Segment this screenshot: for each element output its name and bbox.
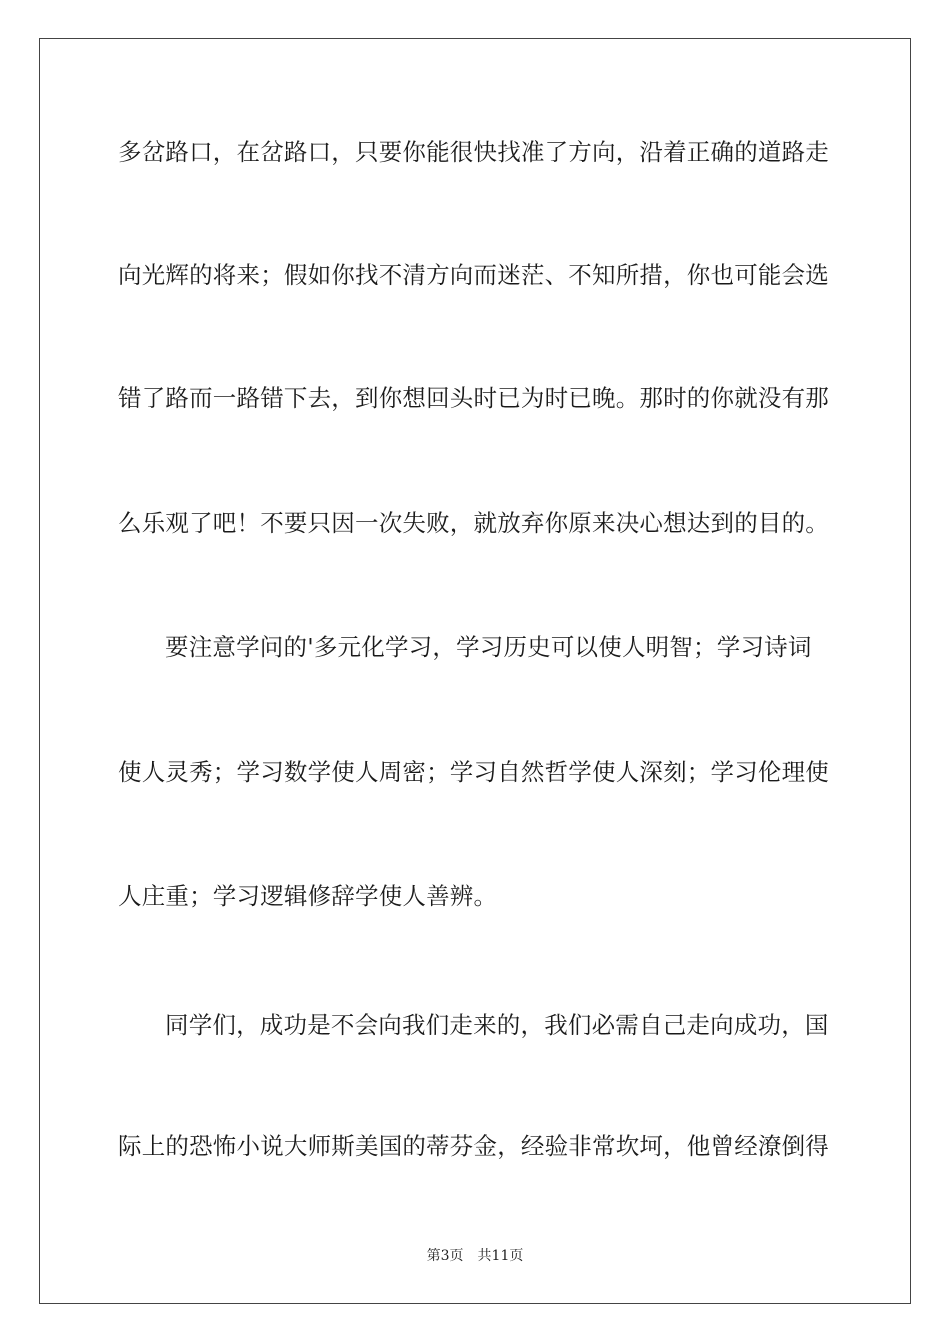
text-line-7: 人庄重；学习逻辑修辞学使人善辨。 xyxy=(118,882,498,910)
text-line-5-paragraph-start: 要注意学问的'多元化学习，学习历史可以使人明智；学习诗词 xyxy=(165,633,812,661)
text-line-3: 错了路而一路错下去，到你想回头时已为时已晚。那时的你就没有那 xyxy=(118,384,829,412)
text-line-1: 多岔路口，在岔路口，只要你能很快找准了方向，沿着正确的道路走 xyxy=(118,138,829,166)
text-line-6: 使人灵秀；学习数学使人周密；学习自然哲学使人深刻；学习伦理使 xyxy=(118,758,829,786)
text-line-4: 么乐观了吧！不要只因一次失败，就放弃你原来决心想达到的目的。 xyxy=(118,509,829,537)
page-border xyxy=(39,38,911,1304)
text-line-8-paragraph-start: 同学们，成功是不会向我们走来的，我们必需自己走向成功，国 xyxy=(165,1011,829,1039)
text-line-2: 向光辉的将来；假如你找不清方向而迷茫、不知所措，你也可能会选 xyxy=(118,261,829,289)
text-line-9: 际上的恐怖小说大师斯美国的蒂芬金，经验非常坎坷，他曾经潦倒得 xyxy=(118,1132,829,1160)
page-number-footer: 第3页 共11页 xyxy=(426,1248,524,1264)
